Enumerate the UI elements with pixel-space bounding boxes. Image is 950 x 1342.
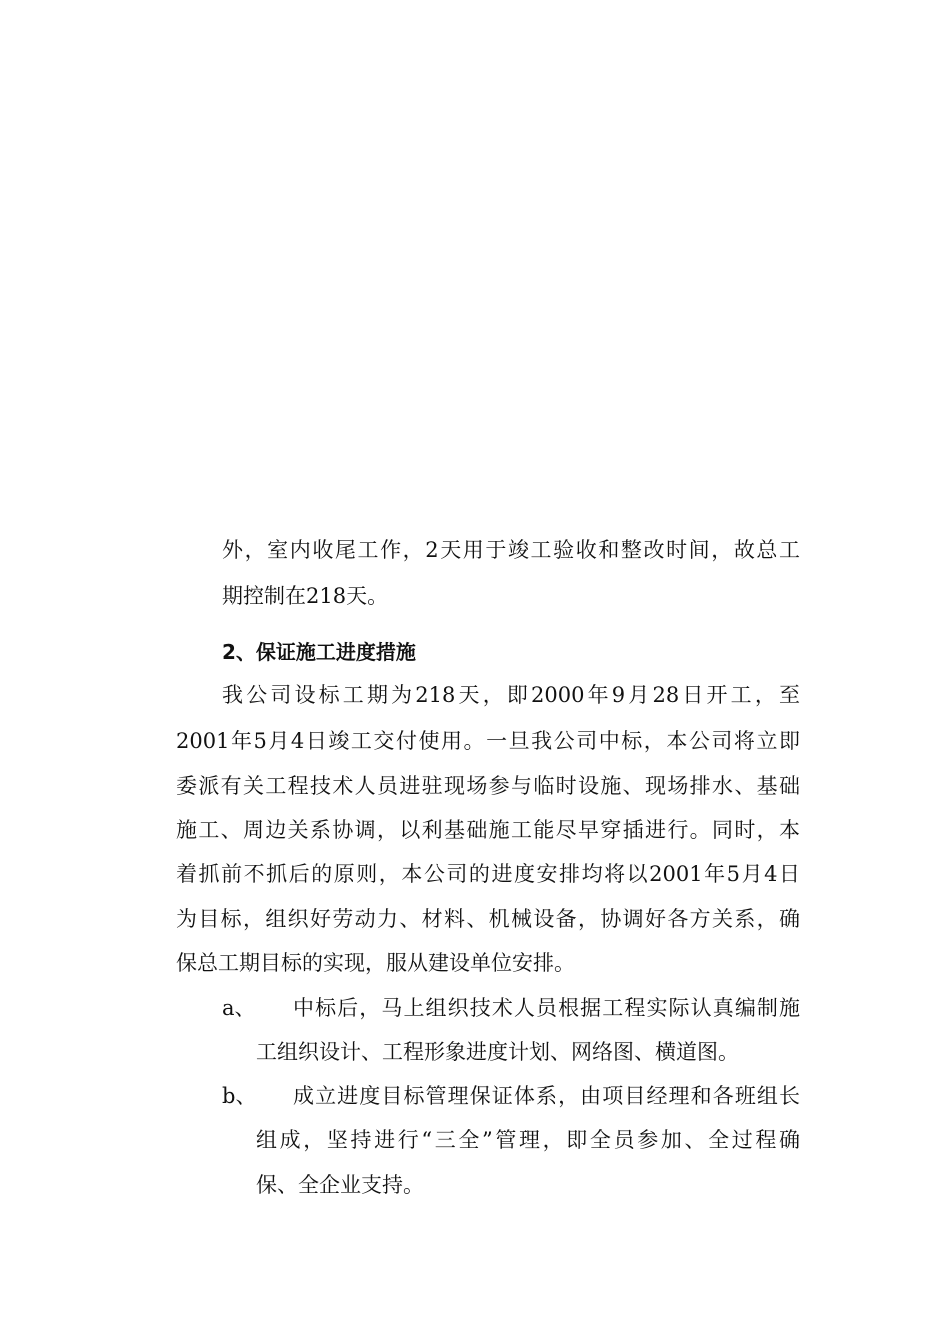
paragraph-line-5: 着抓前不抓后的原则，本公司的进度安排均将以2001年5月4日 [176, 862, 800, 886]
paragraph-line-7: 保总工期目标的实现，服从建设单位安排。 [176, 951, 575, 975]
paragraph-line-1: 我公司设标工期为218天，即2000年9月28日开工，至 [222, 683, 800, 707]
section-heading: 2、保证施工进度措施 [222, 640, 416, 664]
paragraph-line-3: 委派有关工程技术人员进驻现场参与临时设施、现场排水、基础 [176, 774, 800, 798]
continuation-line-1: 外，室内收尾工作，2天用于竣工验收和整改时间，故总工 [222, 538, 800, 562]
list-item-a-marker: a、 [222, 996, 256, 1020]
paragraph-line-6: 为目标，组织好劳动力、材料、机械设备，协调好各方关系，确 [176, 907, 800, 931]
list-item-a-line-1: 中标后，马上组织技术人员根据工程实际认真编制施 [293, 996, 800, 1020]
list-item-b-line-2: 组成，坚持进行“三全”管理，即全员参加、全过程确 [256, 1128, 800, 1152]
list-item-b-line-3: 保、全企业支持。 [256, 1173, 424, 1197]
paragraph-line-4: 施工、周边关系协调，以利基础施工能尽早穿插进行。同时，本 [176, 818, 800, 842]
paragraph-line-2: 2001年5月4日竣工交付使用。一旦我公司中标，本公司将立即 [176, 729, 800, 753]
list-item-b-line-1: 成立进度目标管理保证体系，由项目经理和各班组长 [293, 1084, 800, 1108]
list-item-b-marker: b、 [222, 1084, 257, 1108]
continuation-line-2: 期控制在218天。 [222, 584, 389, 608]
list-item-a-line-2: 工组织设计、工程形象进度计划、网络图、横道图。 [256, 1040, 739, 1064]
